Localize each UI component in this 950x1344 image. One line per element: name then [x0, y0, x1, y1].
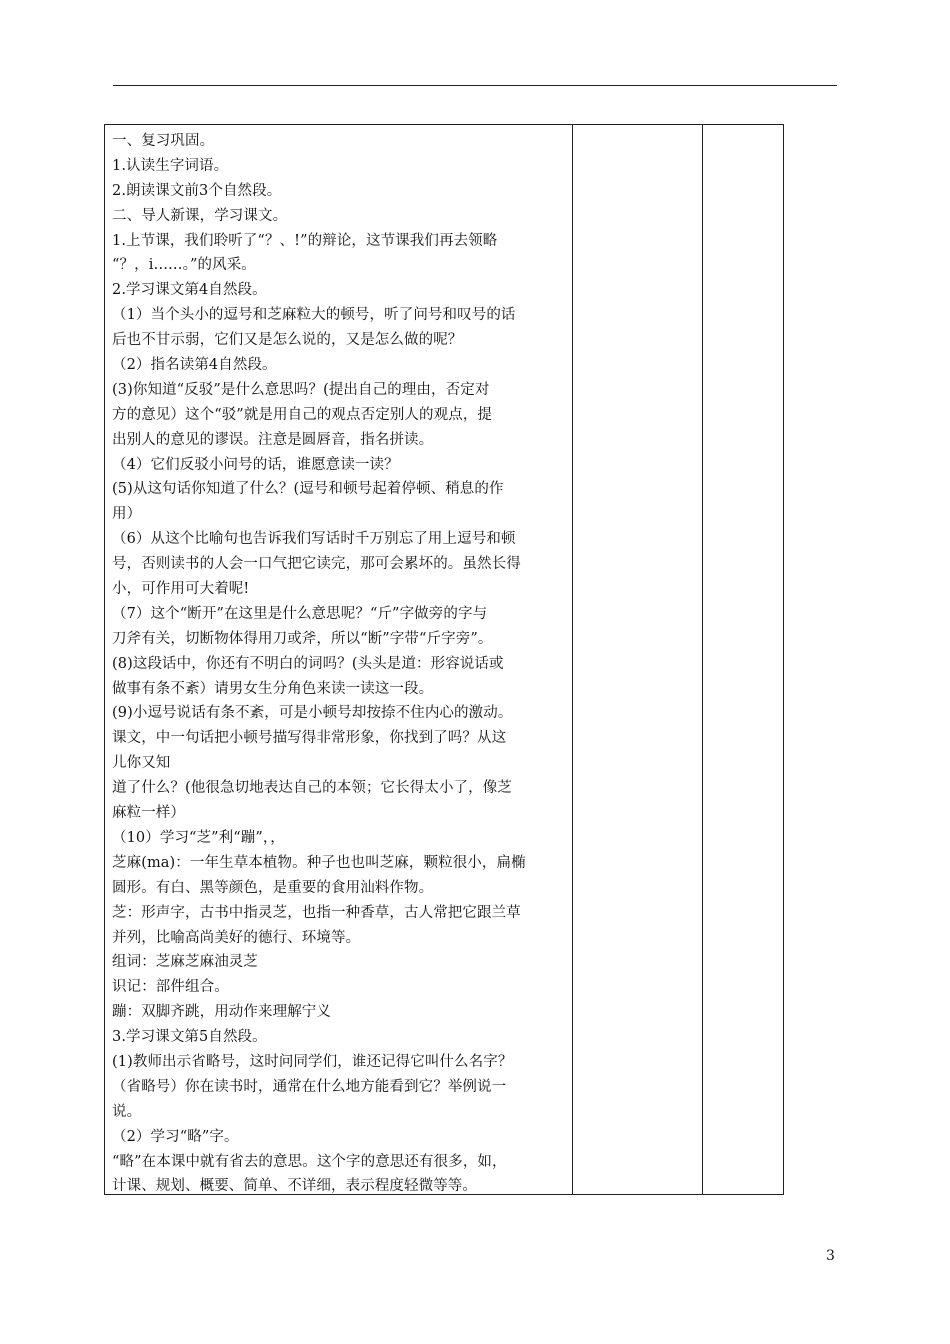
lesson-text-line: （4）它们反驳小问号的话，谁愿意读一读？ [112, 456, 399, 473]
lesson-text-line: “略”在本课中就有省去的意思。这个字的意思还有很多，如， [112, 1153, 507, 1170]
lesson-plan-table [104, 124, 784, 1195]
lesson-text-line: 做事有条不紊）请男女生分角色来读一读这一段。 [112, 680, 434, 697]
lesson-text-line: (1)教师出示省略号，这时问同学们，谁还记得它叫什么名字？ [112, 1053, 513, 1070]
column-divider [572, 125, 573, 1194]
lesson-text-line: 1.认读生字词语。 [112, 157, 229, 174]
lesson-text-line: 方的意见）这个“驳”就是用自己的观点否定别人的观点，提 [112, 406, 493, 423]
lesson-text-line: 芝麻(ma)：一年生草本植物。种子也也叫芝麻，颗粒很小，扁椭 [112, 854, 526, 871]
lesson-text-line: 计课、规划、概要、简单、不详细，表示程度轻微等等。 [112, 1178, 477, 1195]
lesson-text-line: “？，i……。”的风采。 [112, 257, 256, 274]
lesson-text-line: 后也不甘示弱，它们又是怎么说的，又是怎么做的呢？ [112, 332, 463, 349]
lesson-text-line: 儿你又知 [112, 755, 171, 772]
lesson-text-line: （6）从这个比喻句也告诉我们写话时千万别忘了用上逗号和顿 [112, 531, 516, 548]
lesson-text-line: 号，否则读书的人会一口气把它读完，那可会累坏的。虽然长得 [112, 556, 521, 573]
lesson-text-line: 组词：芝麻芝麻油灵芝 [112, 954, 258, 971]
lesson-text-line: 出别人的意见的谬误。注意是圆唇音，指名拼读。 [112, 431, 434, 448]
lesson-text-line: 2.学习课文第4自然段。 [112, 282, 267, 299]
column-divider [702, 125, 703, 1194]
lesson-text-line: 二、导人新课，学习课文。 [112, 207, 288, 224]
lesson-text-line: 1.上节课，我们聆听了“？、!”的辩论，这节课我们再去领略 [112, 232, 498, 249]
lesson-text-line: 一、复习巩固。 [112, 133, 215, 149]
lesson-text-line: 圆形。有白、黑等颜色，是重要的食用汕料作物。 [112, 879, 434, 896]
lesson-text-line: （1）当个头小的逗号和芝麻粒大的顿号，听了问号和叹号的话 [112, 307, 516, 324]
lesson-text-line: 刀斧有关，切断物体得用刀或斧，所以“断”字带“斤字旁”。 [112, 630, 493, 647]
lesson-text-line: 麻粒一样） [112, 805, 185, 822]
lesson-text-line: (8)这段话中，你还有不明白的词吗？(头头是道：形容说话或 [112, 655, 504, 672]
header-rule [113, 85, 837, 86]
page-number: 3 [826, 1248, 835, 1264]
lesson-text-line: 用） [112, 506, 142, 523]
lesson-text-line: 道了什么？(他很急切地表达自己的本领；它长得太小了，像芝 [112, 780, 512, 797]
lesson-text-line: （省略号）你在读书时，通常在什么地方能看到它？举例说一 [112, 1078, 507, 1095]
lesson-text-line: （7）这个“断开”在这里是什么意思呢？“斤”字做旁的字与 [112, 605, 488, 622]
lesson-text-line: （2）学习“略”字。 [112, 1128, 239, 1145]
lesson-text-line: (3)你知道“反驳”是什么意思吗？(提出自己的理由，否定对 [112, 381, 490, 398]
lesson-text-line: 2.朗读课文前3个自然段。 [112, 182, 282, 199]
lesson-text-line: 蹦：双脚齐跳，用动作来理解宁义 [112, 1004, 331, 1021]
lesson-text-line: （10）学习“芝”利“蹦”，， [112, 829, 285, 846]
lesson-text-line: (9)小逗号说话有条不紊，可是小顿号却按捺不住内心的激动。 [112, 705, 513, 722]
lesson-content-cell [112, 129, 568, 1199]
lesson-text-line: 芝：形声字，古书中指灵芝，也指一种香草，古人常把它跟兰草 [112, 904, 521, 921]
lesson-text-line: 说。 [112, 1103, 142, 1120]
lesson-text-line: 课文，中一句话把小顿号描写得非常形象，你找到了吗？从这 [112, 730, 507, 747]
lesson-text-line: (5)从这句话你知道了什么？(逗号和顿号起着停顿、稍息的作 [112, 481, 504, 498]
lesson-text-line: 3.学习课文第5自然段。 [112, 1029, 267, 1046]
lesson-text-line: 并列，比喻高尚美好的德行、环境等。 [112, 929, 361, 946]
lesson-text-line: 小，可作用可大着呢! [112, 581, 250, 598]
lesson-text-line: 识记：部件组合。 [112, 979, 229, 996]
lesson-text-line: （2）指名读第4自然段。 [112, 357, 277, 374]
